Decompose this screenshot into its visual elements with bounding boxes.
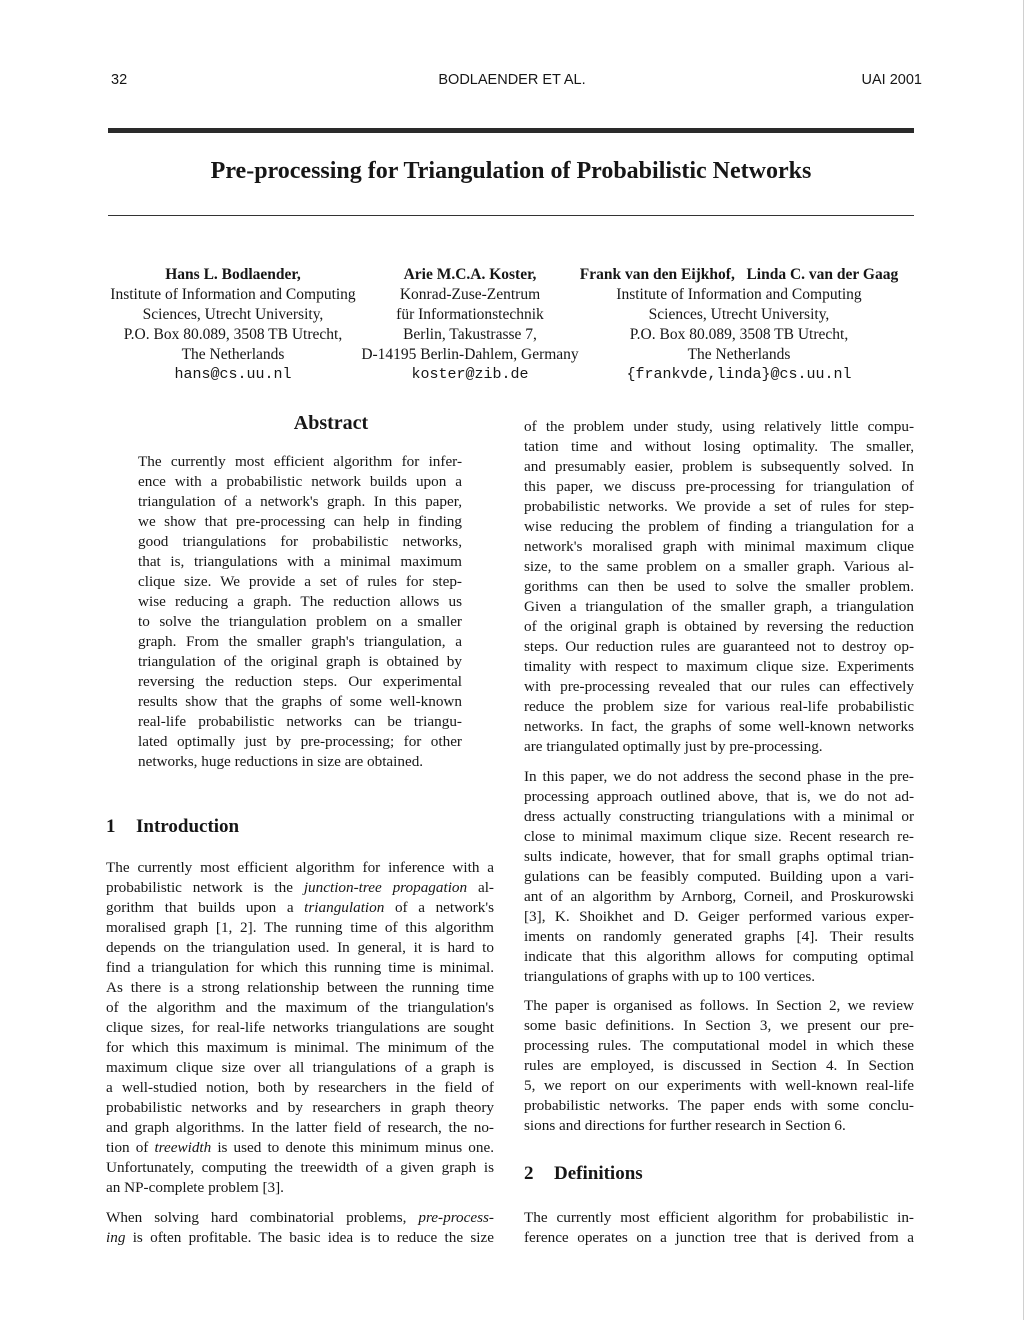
text-line: reduce the problem size for various real-life probabilistic [524,698,914,715]
author-affiliation-line: Sciences, Utrecht University, [142,306,324,323]
text-line: probabilistic networks. We provide a set of rules for step- [524,498,914,515]
abstract-line: we show that pre-processing can help in finding [138,513,462,530]
title-rule-top [108,128,914,133]
intro-paragraph-1 [106,858,494,1198]
author-affiliation-line: Institute of Information and Computing [616,286,862,303]
author-name: Hans L. Bodlaender, [165,266,301,283]
text-line: In this paper, we do not address the second phase in the pre- [524,768,914,785]
emphasis-text: junction-tree propagation [303,879,468,896]
intro-paragraph-2 [106,1208,494,1248]
text-run: al- [467,879,494,896]
text-line: this paper, we discuss pre-processing for triangulation of [524,478,914,495]
title-rule-bottom [108,215,914,216]
author-block-2 [340,265,600,385]
emphasis-text: ing [106,1229,126,1246]
text-run: probabilistic network is the [106,879,304,896]
author-name: Frank van den Eijkhof, Linda C. van der Gaag [579,266,899,283]
text-line: close to minimal maximum clique size. Recent research re- [524,828,914,845]
section-heading-definitions [524,1163,643,1185]
abstract-line: ence with a probabilistic network builds upon a [138,473,462,490]
text-run: gorithm that builds upon a [106,899,305,916]
abstract-line: triangulation of a network's graph. In this paper, [138,493,462,510]
text-line: The currently most efficient algorithm for probabilistic in- [524,1209,914,1226]
section-number: 2 [524,1163,534,1184]
section-title: Definitions [554,1163,643,1184]
running-title: BODLAENDER ET AL. [438,72,586,88]
text-line: 5, we report on our experiments with well-known real-life [524,1077,914,1094]
text-line: ference operates on a junction tree that is derived from a [524,1229,914,1246]
abstract-heading: Abstract [293,412,369,434]
page-number: 32 [111,72,128,88]
author-affiliation-line: P.O. Box 80.089, 3508 TB Utrecht, [123,326,343,343]
text-line: The currently most efficient algorithm for inference with a [106,859,494,876]
text-run: tion of [106,1139,155,1156]
text-line: dress actually constructing triangulations with a minimal or [524,808,914,825]
abstract-line: real-life probabilistic networks can be triangu- [138,713,462,730]
right-paragraph-3 [524,996,914,1136]
author-affiliation-line: Institute of Information and Computing [110,286,356,303]
text-line: networks. In fact, the graphs of some well-known networks [524,718,914,735]
author-affiliation-line: Konrad-Zuse-Zentrum [399,286,541,303]
author-affiliation-line: The Netherlands [687,346,791,363]
abstract-body [138,452,462,772]
text-run: of a network's [384,899,494,916]
text-line: of the original graph is obtained by reversing the reduction [524,618,914,635]
abstract-line: networks, huge reductions in size are obtained. [138,753,424,770]
text-line: processing rules. The computational model in which these [524,1037,914,1054]
text-line: find a triangulation for which this running time is minimal. [106,959,494,976]
author-affiliation-line: für Informationstechnik [396,306,544,323]
text-line: The paper is organised as follows. In Section 2, we review [524,997,914,1014]
abstract-line: triangulation of the original graph is obtained by [138,653,462,670]
text-line [106,878,494,898]
abstract-line: reversing the reduction steps. Our experimental [138,673,462,690]
text-line: ant of an algorithm by Arnborg, Corneil, and Proskurowski [524,888,914,905]
text-line: clique sizes, for real-life networks triangulations are sought [106,1019,494,1036]
author-name: Arie M.C.A. Koster, [403,266,537,283]
abstract-line: clique size. We provide a set of rules for step- [138,573,462,590]
text-line: probabilistic networks. The paper ends with some conclu- [524,1097,914,1114]
author-affiliation-line: Sciences, Utrecht University, [648,306,830,323]
author-email: koster@zib.de [411,366,529,383]
text-line: depends on the triangulation used. In general, it is hard to [106,939,494,956]
text-line: of the algorithm and the maximum of the triangulation's [106,999,494,1016]
text-line: rules are employed, is discussed in Section 4. In Section [524,1057,914,1074]
text-line: for which this maximum is minimal. The minimum of the [106,1039,494,1056]
text-line: a well-studied notion, both by researchers in the field of [106,1079,494,1096]
abstract-line: that is, triangulations with a minimal maximum [138,553,462,570]
text-line: network's moralised graph with minimal maximum clique [524,538,914,555]
text-run: When solving hard combinatorial problems, [106,1209,419,1226]
text-line [106,1228,494,1248]
text-line: and graph algorithms. In the latter field of research, the no- [106,1119,494,1136]
emphasis-text: treewidth [154,1139,212,1156]
author-affiliation-line: Berlin, Takustrasse 7, [403,326,537,343]
text-line: gulations can be feasibly computed. Building upon a vari- [524,868,914,885]
author-block-3 [566,265,912,385]
text-line: probabilistic networks and by researchers in graph theory [106,1099,494,1116]
author-affiliation-line: The Netherlands [181,346,285,363]
text-run: is used to denote this minimum minus one. [211,1139,494,1156]
text-line: timality with respect to maximum clique size. Experiments [524,658,914,675]
text-line: sions and directions for further research in Section 6. [524,1117,846,1134]
text-run: is often profitable. The basic idea is to reduce the size [125,1229,494,1246]
abstract-line: lated optimally just by pre-processing; for other [138,733,462,750]
text-line: [3], K. Shoikhet and D. Geiger performed various exper- [524,908,914,925]
paper-title: Pre-processing for Triangulation of Probabilistic Networks [210,158,812,184]
text-line: iments on randomly generated graphs [4]. Their results [524,928,914,945]
text-line: sults indicate, however, that for small graphs optimal trian- [524,848,914,865]
right-paragraph-4 [524,1208,914,1248]
author-affiliation-line: D-14195 Berlin-Dahlem, Germany [361,346,579,363]
abstract-line: results show that the graphs of some well-known [138,693,462,710]
emphasis-text: triangulation [304,899,385,916]
text-line [106,898,494,918]
abstract-line: to solve the triangulation problem on a smaller [138,613,462,630]
author-email: hans@cs.uu.nl [174,366,292,383]
emphasis-text: pre-process- [418,1209,494,1226]
right-paragraph-2 [524,767,914,987]
text-line: of the problem under study, using relatively little compu- [524,418,914,435]
text-line: steps. Our reduction rules are guaranteed not to destroy op- [524,638,914,655]
author-block-1 [88,265,378,385]
section-title: Introduction [136,816,240,837]
abstract-line: wise reducing a graph. The reduction allows us [138,593,462,610]
venue-label: UAI 2001 [861,72,922,88]
text-line [106,1138,494,1158]
text-line: gorithms can then be used to solve the smaller problem. [524,578,914,595]
text-line [106,1208,494,1228]
text-line: an NP-complete problem [3]. [106,1179,284,1196]
text-line: processing approach outlined above, that is, we do not ad- [524,788,914,805]
author-email: {frankvde,linda}@cs.uu.nl [626,366,852,383]
right-paragraph-1 [524,417,914,757]
text-line: As there is a strong relationship between the running time [106,979,494,996]
text-line: tation time and without losing optimality. The smaller, [524,438,914,455]
text-line: wise reducing the problem of finding a triangulation for a [524,518,914,535]
text-line: indicate that this algorithm allows for computing optimal [524,948,914,965]
text-line: maximum clique size over all triangulations of a graph is [106,1059,494,1076]
text-line: Unfortunately, computing the treewidth of a given graph is [106,1159,494,1176]
section-number: 1 [106,816,116,837]
text-line: are triangulated optimally just by pre-processing. [524,738,823,755]
text-line: triangulations of graphs with up to 100 vertices. [524,968,816,985]
text-line: some basic definitions. In Section 3, we present our pre- [524,1017,914,1034]
text-line: and presumably easier, problem is subsequently solved. In [524,458,914,475]
text-line: size, to the same problem on a smaller graph. Various al- [524,558,914,575]
abstract-line: The currently most efficient algorithm for infer- [138,453,462,470]
text-line: Given a triangulation of the smaller graph, a triangulation [524,598,914,615]
section-heading-introduction [106,816,239,838]
abstract-line: graph. From the smaller graph's triangulation, a [138,633,462,650]
text-line: moralised graph [1, 2]. The running time of this algorithm [106,919,494,936]
abstract-line: good triangulations for probabilistic networks, [138,533,462,550]
text-line: with pre-processing revealed that our rules can effectively [524,678,914,695]
author-affiliation-line: P.O. Box 80.089, 3508 TB Utrecht, [629,326,849,343]
